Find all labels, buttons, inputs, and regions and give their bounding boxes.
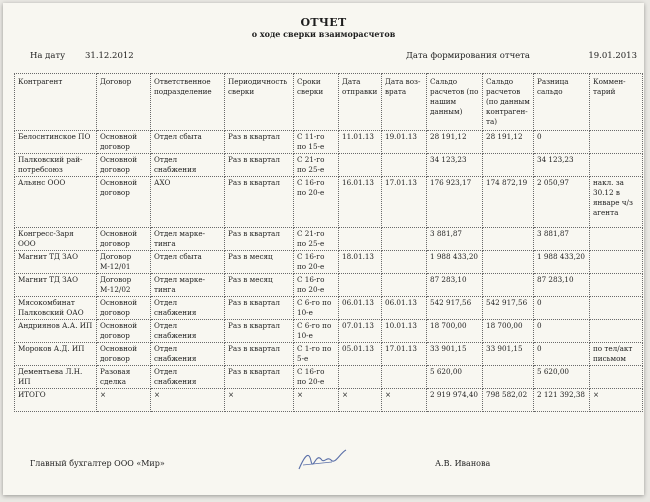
table-cell: 2 121 392,38: [534, 389, 590, 412]
table-cell: [339, 274, 382, 297]
table-row: [15, 343, 643, 366]
table-cell: 5 620,00: [534, 366, 590, 389]
table-cell: 1 988 433,20: [427, 251, 483, 274]
table-cell: Андриянов А.А. ИП: [15, 320, 97, 343]
table-cell: 05.01.13: [339, 343, 382, 366]
table-cell: ×: [382, 389, 427, 412]
table-cell: Отдел марке-тинга: [151, 228, 225, 251]
table-cell: Раз в квартал: [225, 154, 294, 177]
table-cell: С 16-го по 20-е: [294, 251, 339, 274]
table-cell: 3 881,87: [427, 228, 483, 251]
table-cell: Основной договор: [97, 320, 151, 343]
table-cell: 87 283,10: [427, 274, 483, 297]
table-cell: 174 872,19: [483, 177, 534, 228]
table-cell: Мясокомбинат Палковский ОАО: [15, 297, 97, 320]
table-cell: [590, 274, 643, 297]
table-cell: накл. за 30.12 в январе ч/з агента: [590, 177, 643, 228]
table-cell: Основной договор: [97, 131, 151, 154]
table-cell: 542 917,56: [427, 297, 483, 320]
table-cell: 34 123,23: [534, 154, 590, 177]
table-cell: С 21-го по 25-е: [294, 154, 339, 177]
table-cell: 17.01.13: [382, 177, 427, 228]
table-cell: 2 050,97: [534, 177, 590, 228]
table-cell: [382, 274, 427, 297]
column-header: Дата отправки: [339, 74, 382, 131]
table-cell: 33 901,15: [427, 343, 483, 366]
table-cell: Белоснтинское ПО: [15, 131, 97, 154]
reconciliation-table: [14, 73, 643, 412]
table-cell: ×: [590, 389, 643, 412]
table-cell: [483, 228, 534, 251]
column-header: Коммен-тарий: [590, 74, 643, 131]
table-cell: Раз в месяц: [225, 274, 294, 297]
column-header: Договор: [97, 74, 151, 131]
table-cell: Раз в квартал: [225, 131, 294, 154]
table-cell: [590, 251, 643, 274]
table-cell: 0: [534, 131, 590, 154]
table-row: [15, 320, 643, 343]
table-cell: Основной договор: [97, 228, 151, 251]
table-cell: 06.01.13: [339, 297, 382, 320]
table-cell: 06.01.13: [382, 297, 427, 320]
table-cell: [382, 251, 427, 274]
table-cell: 542 917,56: [483, 297, 534, 320]
table-cell: [382, 366, 427, 389]
table-cell: С 21-го по 25-е: [294, 228, 339, 251]
table-header-row: [15, 74, 643, 131]
table-cell: Альянс ООО: [15, 177, 97, 228]
table-cell: [382, 154, 427, 177]
table-cell: ×: [339, 389, 382, 412]
signature: [296, 447, 352, 475]
table-cell: Основной договор: [97, 154, 151, 177]
table-cell: Отдел снабжения: [151, 366, 225, 389]
report-sheet: [3, 3, 644, 495]
table-cell: [483, 366, 534, 389]
table-cell: 87 283,10: [534, 274, 590, 297]
table-cell: Отдел снабжения: [151, 154, 225, 177]
table-cell: С 6-го по 10-е: [294, 297, 339, 320]
created-label: Дата формирования отчета: [406, 51, 530, 61]
column-header: Периодичность сверки: [225, 74, 294, 131]
table-cell: [483, 251, 534, 274]
table-cell: 3 881,87: [534, 228, 590, 251]
table-cell: Отдел сбыта: [151, 251, 225, 274]
table-cell: [483, 274, 534, 297]
table-cell: 28 191,12: [483, 131, 534, 154]
table-row: [15, 251, 643, 274]
column-header: Разница сальдо: [534, 74, 590, 131]
table-cell: С 11-го по 15-е: [294, 131, 339, 154]
table-cell: Разовая сделка: [97, 366, 151, 389]
table-cell: Основной договор: [97, 177, 151, 228]
table-cell: 19.01.13: [382, 131, 427, 154]
table-cell: [339, 366, 382, 389]
table-row: [15, 274, 643, 297]
table-cell: 33 901,15: [483, 343, 534, 366]
table-cell: Отдел снабжения: [151, 320, 225, 343]
table-cell: [590, 320, 643, 343]
table-cell: [590, 154, 643, 177]
table-cell: 0: [534, 320, 590, 343]
table-cell: [590, 297, 643, 320]
table-cell: 0: [534, 297, 590, 320]
table-cell: [590, 366, 643, 389]
table-cell: С 16-го по 20-е: [294, 366, 339, 389]
table-row: [15, 154, 643, 177]
table-cell: 798 582,02: [483, 389, 534, 412]
table-cell: ИТОГО: [15, 389, 97, 412]
table-row: [15, 366, 643, 389]
table-cell: Раз в квартал: [225, 228, 294, 251]
column-header: Дата воз-врата: [382, 74, 427, 131]
table-cell: [590, 131, 643, 154]
table-cell: [590, 228, 643, 251]
table-cell: 07.01.13: [339, 320, 382, 343]
table-cell: 18 700,00: [483, 320, 534, 343]
table-cell: Конгресс-Заря ООО: [15, 228, 97, 251]
created-value: 19.01.2013: [588, 51, 637, 61]
table-cell: Договор М-12/02: [97, 274, 151, 297]
table-cell: С 16-го по 20-е: [294, 177, 339, 228]
table-row: [15, 228, 643, 251]
column-header: Сальдо расчетов (по данным контраген-та): [483, 74, 534, 131]
table-cell: 176 923,17: [427, 177, 483, 228]
date-label: На дату: [30, 51, 66, 61]
table-cell: Основной договор: [97, 343, 151, 366]
table-cell: ×: [294, 389, 339, 412]
table-cell: Магнит ТД ЗАО: [15, 251, 97, 274]
column-header: Сальдо расчетов (по нашим данным): [427, 74, 483, 131]
table-cell: 2 919 974,40: [427, 389, 483, 412]
table-cell: Раз в квартал: [225, 177, 294, 228]
table-cell: Раз в квартал: [225, 343, 294, 366]
table-cell: 10.01.13: [382, 320, 427, 343]
table-cell: С 16-го по 20-е: [294, 274, 339, 297]
table-cell: Раз в квартал: [225, 320, 294, 343]
total-row: [15, 389, 643, 412]
table-cell: ×: [151, 389, 225, 412]
column-header: Сроки сверки: [294, 74, 339, 131]
table-cell: 18 700,00: [427, 320, 483, 343]
table-cell: ×: [97, 389, 151, 412]
date-value: 31.12.2012: [85, 51, 134, 61]
report-subtitle: о ходе сверки взаиморасчетов: [251, 29, 396, 39]
table-cell: Отдел марке-тинга: [151, 274, 225, 297]
table-cell: Отдел снабжения: [151, 297, 225, 320]
table-cell: 11.01.13: [339, 131, 382, 154]
table-cell: [483, 154, 534, 177]
table-row: [15, 177, 643, 228]
table-cell: 5 620,00: [427, 366, 483, 389]
table-cell: Мороков А.Д. ИП: [15, 343, 97, 366]
table-cell: 0: [534, 343, 590, 366]
table-cell: Раз в квартал: [225, 366, 294, 389]
table-cell: Раз в квартал: [225, 297, 294, 320]
table-row: [15, 131, 643, 154]
table-cell: 16.01.13: [339, 177, 382, 228]
table-cell: 18.01.13: [339, 251, 382, 274]
report-title: ОТЧЕТ: [300, 16, 347, 29]
table-cell: [339, 228, 382, 251]
table-cell: 1 988 433,20: [534, 251, 590, 274]
table-row: [15, 297, 643, 320]
table-cell: С 6-го по 10-е: [294, 320, 339, 343]
table-cell: Дементьева Л.Н. ИП: [15, 366, 97, 389]
table-cell: АХО: [151, 177, 225, 228]
column-header: Контрагент: [15, 74, 97, 131]
table-cell: 34 123,23: [427, 154, 483, 177]
footer-accountant: Главный бухгалтер ООО «Мир»: [30, 459, 165, 468]
table-cell: [339, 154, 382, 177]
table-cell: Договор М-12/01: [97, 251, 151, 274]
table-cell: Палковский рай-потребсоюз: [15, 154, 97, 177]
table-cell: Магнит ТД ЗАО: [15, 274, 97, 297]
table-cell: Отдел сбыта: [151, 131, 225, 154]
table-cell: 17.01.13: [382, 343, 427, 366]
table-cell: Основной договор: [97, 297, 151, 320]
table-cell: 28 191,12: [427, 131, 483, 154]
table-cell: по тел/акт письмом: [590, 343, 643, 366]
table-cell: С 1-го по 5-е: [294, 343, 339, 366]
table-cell: Раз в месяц: [225, 251, 294, 274]
table-cell: Отдел снабжения: [151, 343, 225, 366]
table-cell: [382, 228, 427, 251]
column-header: Ответственное подразделение: [151, 74, 225, 131]
table-cell: ×: [225, 389, 294, 412]
footer-name: А.В. Иванова: [435, 459, 491, 468]
